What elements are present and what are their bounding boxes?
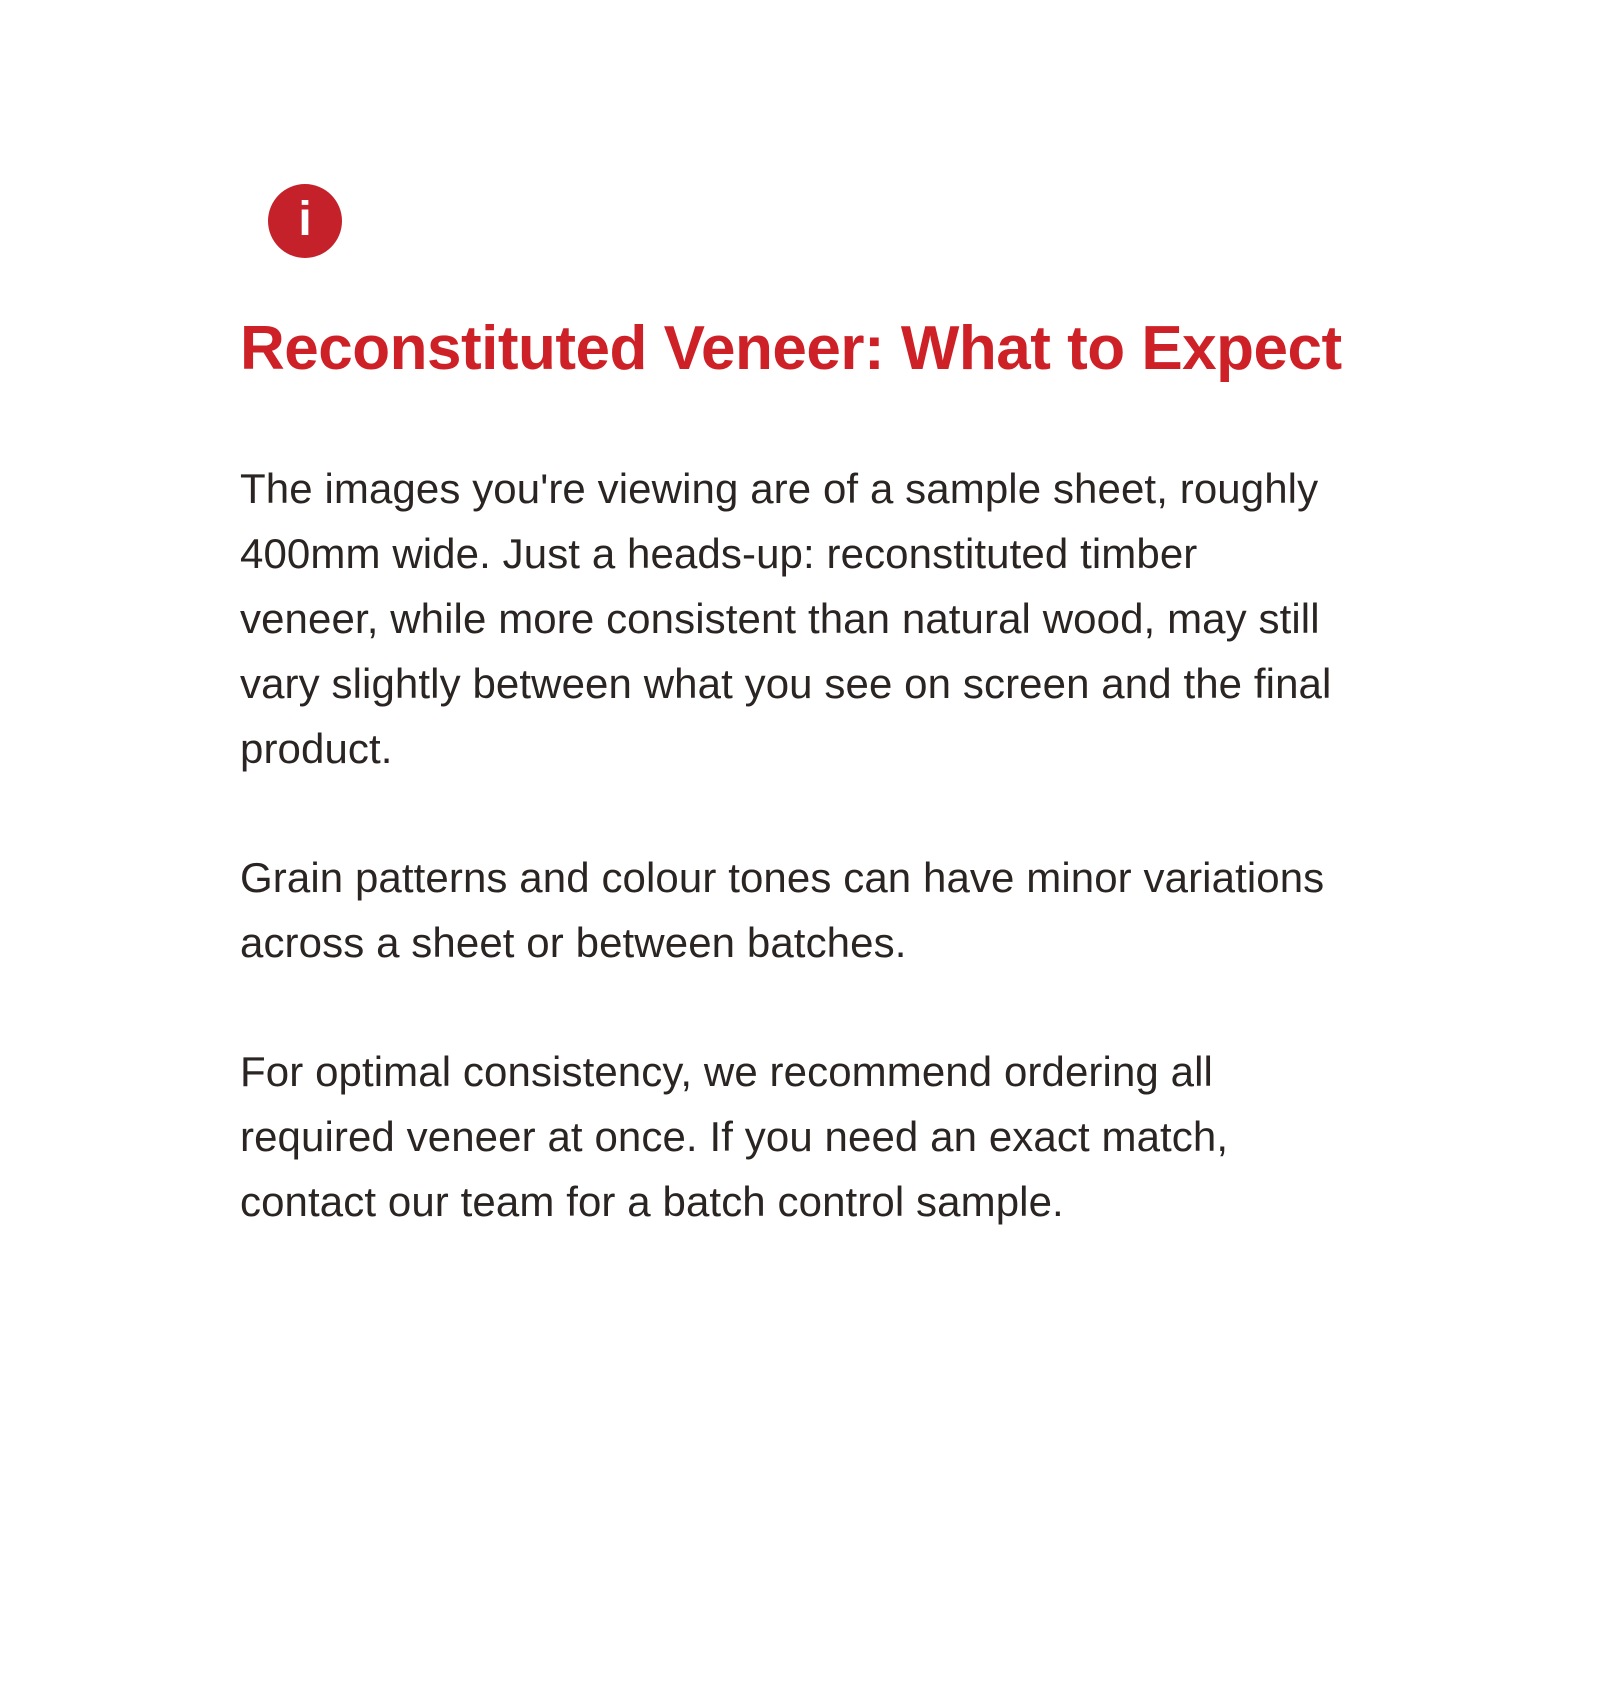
paragraph-grain-variation: Grain patterns and colour tones can have minor variations across a sheet or between batches. [240,853,1325,966]
body-copy [240,456,1345,1234]
info-icon-glyph: i [298,193,312,246]
paragraph-ordering-advice: For optimal consistency, we recommend ordering all required veneer at once. If you need an exact match, contact our team for a batch control sample. [240,1047,1229,1225]
page-title: Reconstituted Veneer: What to Expect [240,314,1342,383]
info-section [240,184,1345,1234]
info-icon [268,184,342,258]
paragraph-sample-sheet: The images you're viewing are of a sample sheet, roughly 400mm wide. Just a heads-up: reconstituted timber veneer, while more consistent than natural wood, may still vary slightly between what you see on screen and the final product. [240,464,1332,772]
